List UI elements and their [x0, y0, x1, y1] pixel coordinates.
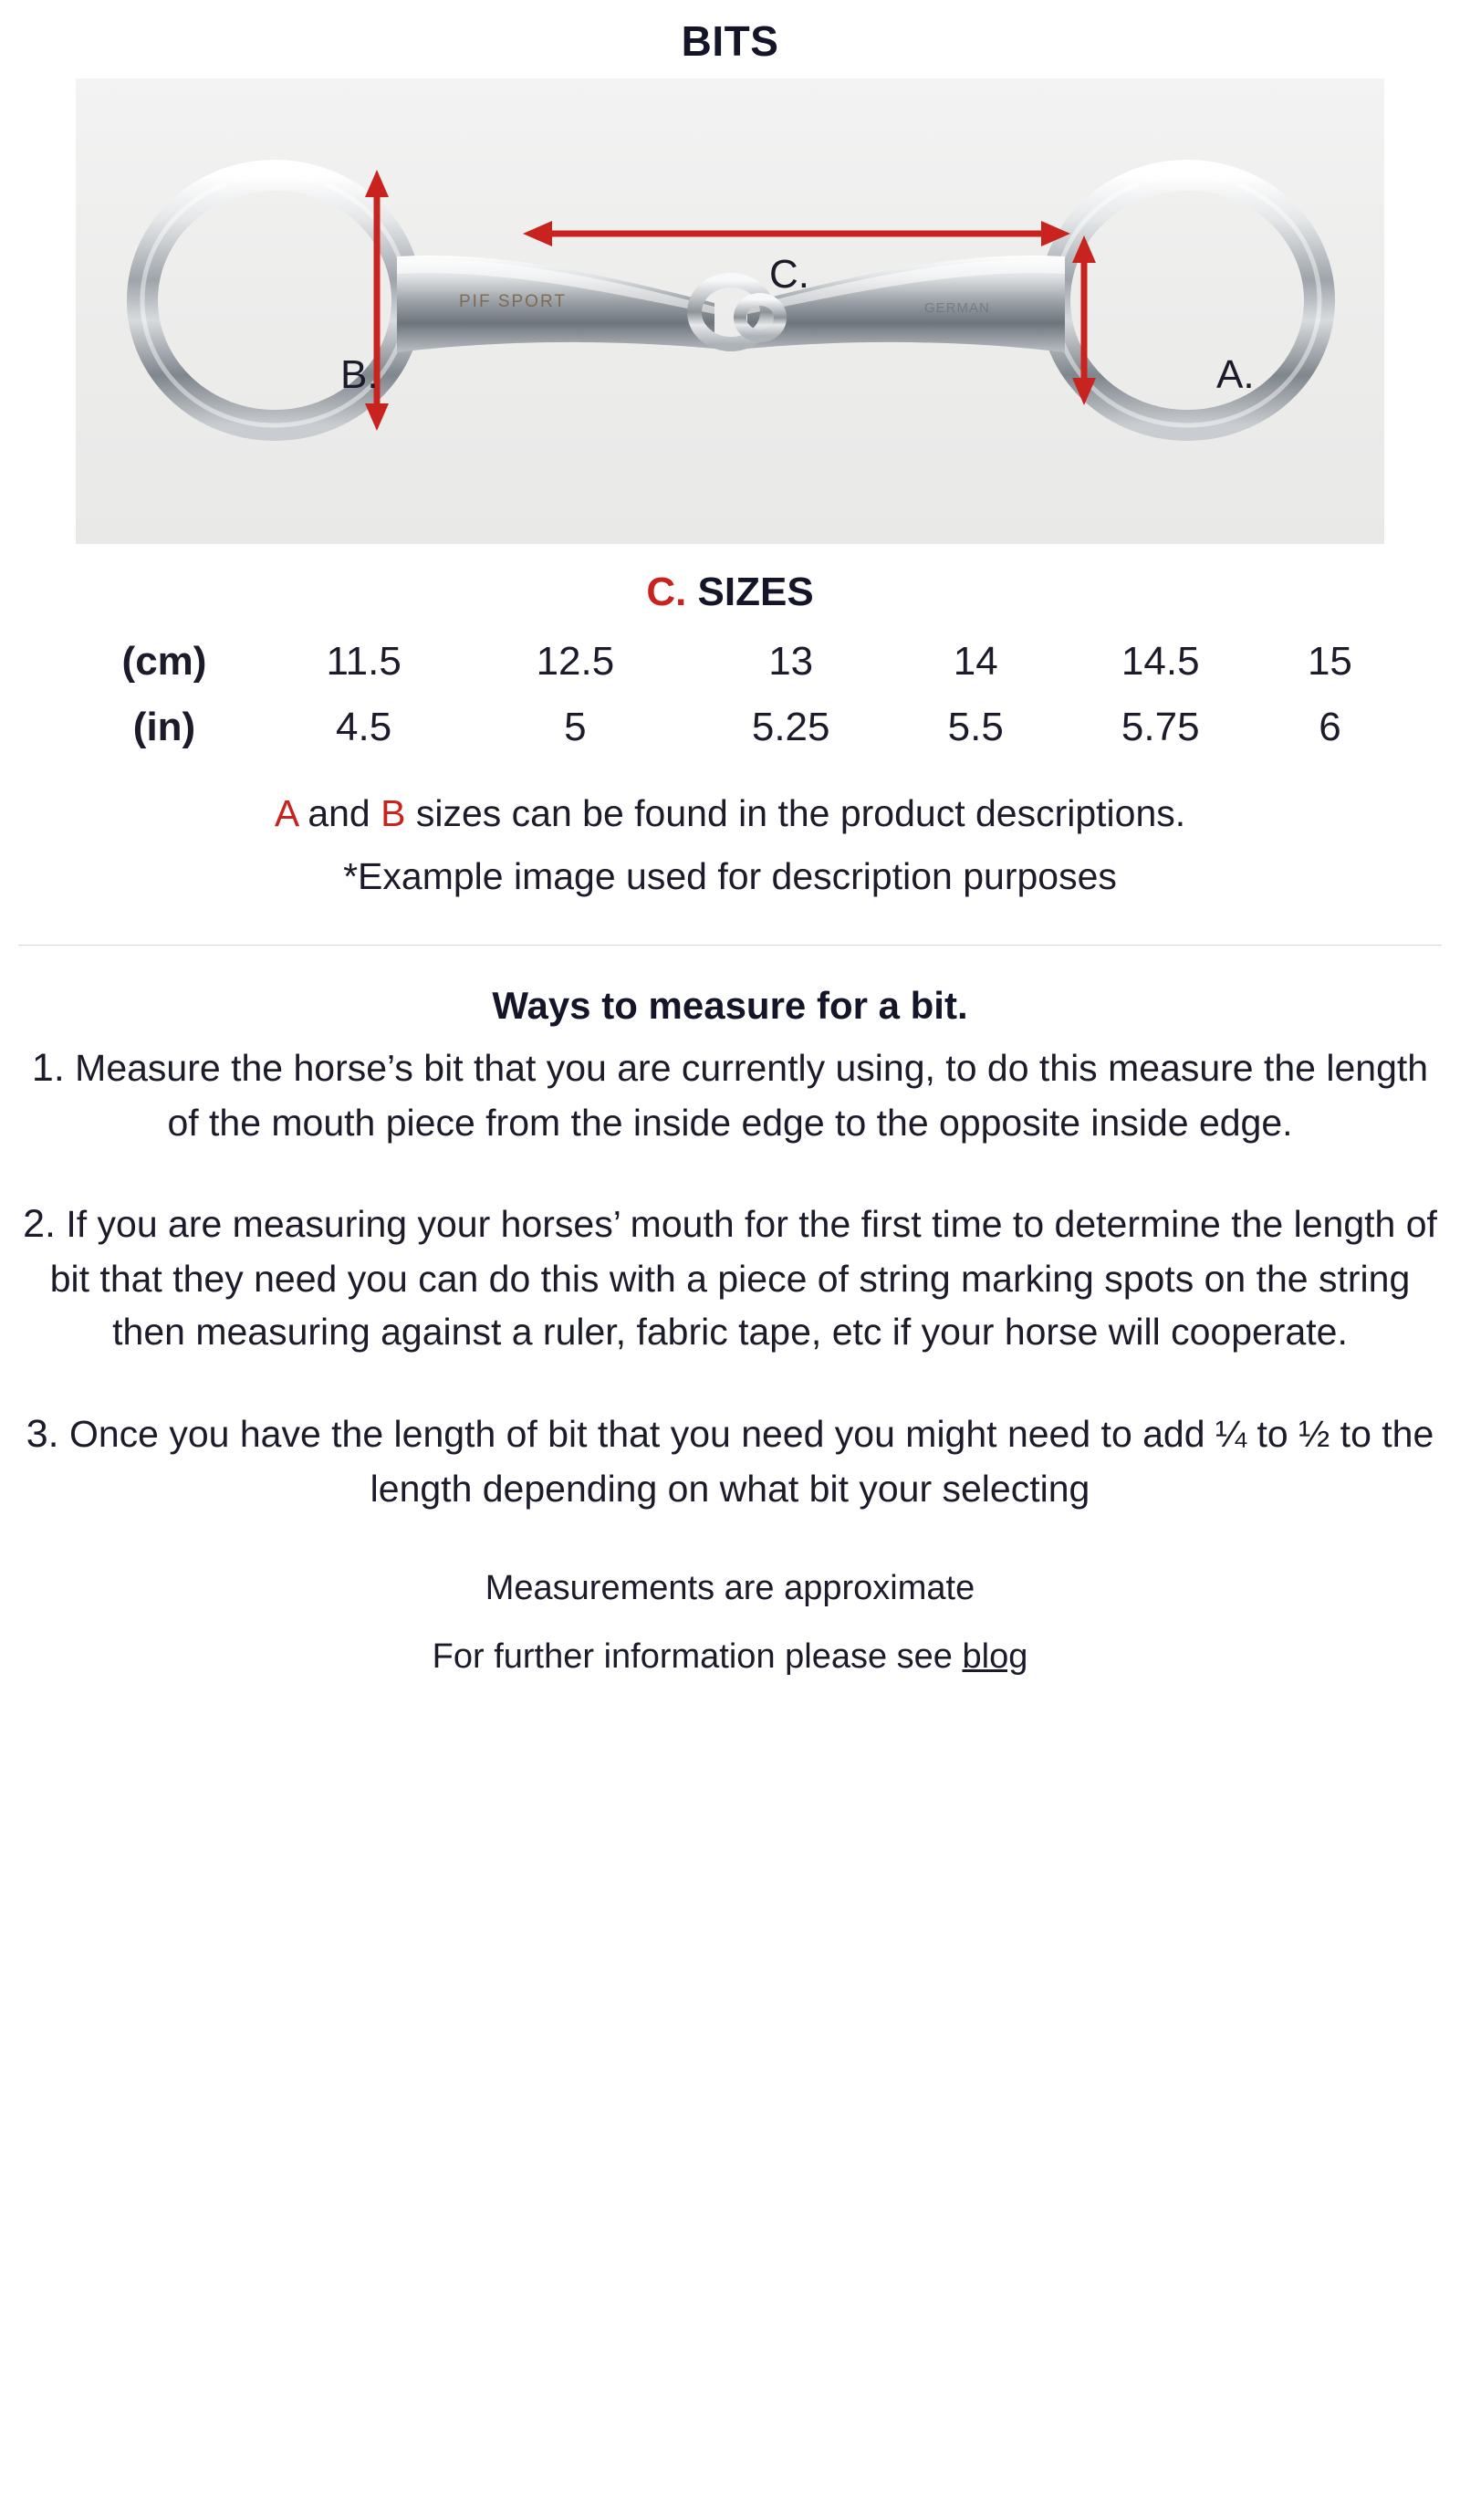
- section-divider: [18, 945, 1442, 946]
- blog-link[interactable]: blog: [962, 1636, 1028, 1676]
- arrow-c: [523, 221, 1070, 246]
- note-rest: sizes can be found in the product descriptions.: [405, 792, 1186, 834]
- note-letter-b: B: [381, 792, 406, 834]
- cell-cm-4: 14: [953, 639, 998, 684]
- label-b: B.: [340, 352, 379, 397]
- step-1-number: 1.: [31, 1045, 65, 1090]
- page-title: BITS: [681, 17, 779, 65]
- sizes-heading-text: SIZES: [686, 570, 814, 614]
- note-letter-a: A: [274, 792, 297, 834]
- step-2-number: 2.: [23, 1202, 56, 1247]
- size-table: [68, 632, 1392, 763]
- approximate-note: Measurements are approximate: [485, 1568, 975, 1607]
- step-3-text: Once you have the length of bit that you need you might need to add ¼ to ½ to the length depending on what bit your selecting: [58, 1412, 1434, 1510]
- arrow-a: [1072, 235, 1096, 405]
- brand-engraving-right: GERMAN: [924, 300, 990, 316]
- cell-in-4: 5.5: [947, 705, 1004, 749]
- cell-cm-6: 15: [1307, 639, 1352, 684]
- cell-in-3: 5.25: [751, 705, 830, 749]
- sizes-heading: [0, 570, 1460, 615]
- cell-in-5: 5.75: [1121, 705, 1200, 749]
- cell-cm-5: 14.5: [1121, 639, 1200, 684]
- cell-cm-2: 12.5: [536, 639, 615, 684]
- step-2-text: If you are measuring your horses’ mouth for the first time to determine the length of bit that they need you can do this with a piece of string marking spots on the string then measuring against a ruler, fabric tape, etc if your horse will cooperate.: [49, 1203, 1437, 1354]
- cell-in-2: 5: [564, 705, 587, 749]
- measure-step-2: [16, 1197, 1444, 1358]
- cell-cm-3: 13: [768, 639, 814, 684]
- table-row: [68, 697, 1392, 763]
- label-c: C.: [769, 252, 809, 297]
- brand-engraving-left: PIF SPORT: [459, 292, 567, 311]
- note-and: and: [297, 792, 381, 834]
- ab-sizes-note: [0, 787, 1460, 841]
- row-unit-in: (in): [132, 705, 196, 749]
- further-info-prefix: For further information please see: [432, 1636, 963, 1676]
- label-a: A.: [1216, 352, 1255, 397]
- measure-step-3: [16, 1406, 1444, 1515]
- bit-diagram: [76, 78, 1384, 544]
- cell-in-6: 6: [1319, 705, 1341, 749]
- cell-in-1: 4.5: [336, 705, 392, 749]
- ways-to-measure-title: Ways to measure for a bit.: [492, 983, 968, 1027]
- further-info-note: [0, 1631, 1460, 1725]
- step-1-text: Measure the horse’s bit that you are currently using, to do this measure the length of the mouth piece from the inside edge to the opposite inside edge.: [64, 1046, 1429, 1144]
- step-3-number: 3.: [26, 1411, 59, 1456]
- row-unit-cm: (cm): [121, 639, 207, 684]
- cell-cm-1: 11.5: [326, 639, 402, 684]
- sizes-heading-prefix: C.: [646, 570, 687, 614]
- bit-illustration: [76, 78, 1384, 544]
- table-row: [68, 632, 1392, 697]
- example-image-note: *Example image used for description purposes: [343, 855, 1117, 898]
- measure-step-1: [16, 1040, 1444, 1149]
